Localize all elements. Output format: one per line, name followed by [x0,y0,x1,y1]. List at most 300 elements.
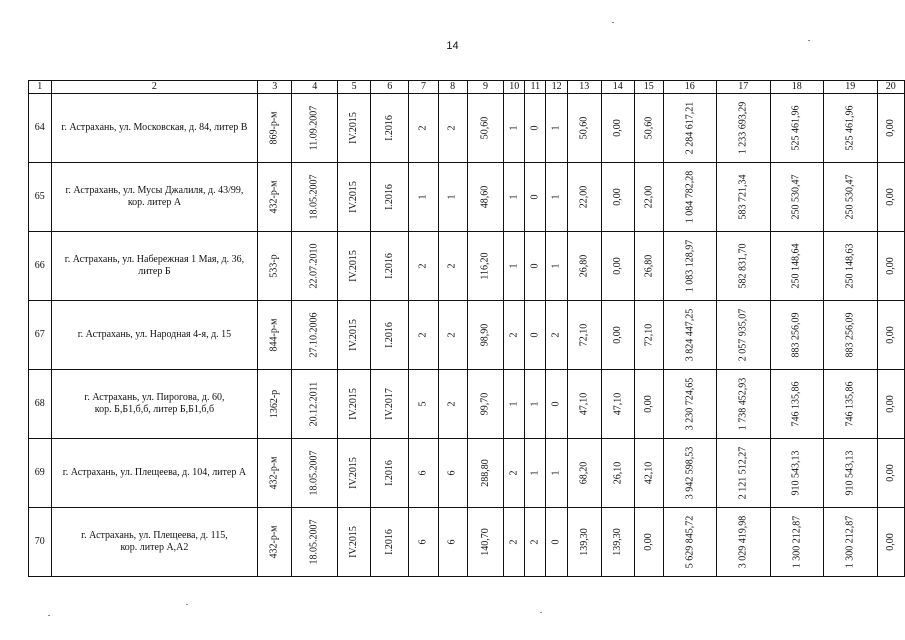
cell-value: 6 [417,539,429,545]
cell-c14 [601,439,635,508]
cell-c19 [824,232,878,301]
cell-value: 582 831,70 [737,243,749,289]
column-header: 1 [29,81,52,94]
cell-value: I.2016 [383,322,395,348]
cell-c13 [568,439,602,508]
cell-c17 [717,301,771,370]
cell-c8 [438,508,467,577]
address-line: г. Астрахань, ул. Плещеева, д. 115, [81,530,228,541]
cell-c15 [635,508,664,577]
cell-c17 [717,232,771,301]
cell-c7 [409,232,438,301]
row-number: 64 [29,94,52,163]
cell-c10 [504,439,525,508]
column-header: 5 [338,81,371,94]
cell-c15 [635,232,664,301]
cell-q2 [371,370,409,439]
address-cell [51,508,258,577]
cell-value: IV.2015 [348,112,360,144]
row-number: 66 [29,232,52,301]
cell-c20 [877,439,904,508]
column-header: 6 [371,81,409,94]
address-cell [51,301,258,370]
cell-c11 [525,301,546,370]
cell-c12 [546,94,568,163]
cell-c12 [546,370,568,439]
cell-c13 [568,94,602,163]
cell-value: 0,00 [884,395,896,413]
address-line: г. Астрахань, ул. Набережная 1 Мая, д. 36, [64,254,245,265]
cell-value: 3 029 419,98 [737,515,749,569]
column-header: 14 [601,81,635,94]
cell-value: 26,10 [611,461,623,485]
cell-value: 0 [529,332,541,338]
cell-c13 [568,370,602,439]
cell-c8 [438,439,467,508]
cell-c19 [824,94,878,163]
cell-value: 0,00 [884,533,896,551]
cell-c9 [467,508,504,577]
cell-value: 583 721,34 [737,174,749,220]
cell-c20 [877,232,904,301]
cell-value: 0,00 [642,533,654,551]
cell-q2 [371,508,409,577]
cell-value: 26,80 [642,254,654,278]
column-header: 3 [258,81,292,94]
cell-value: 11.09.2007 [308,105,320,151]
cell-q2 [371,439,409,508]
column-header: 11 [525,81,546,94]
cell-date [292,439,338,508]
cell-c8 [438,163,467,232]
row-number: 69 [29,439,52,508]
cell-q1 [338,163,371,232]
cell-value: 72,10 [578,323,590,347]
cell-q1 [338,94,371,163]
cell-value: IV.2015 [348,457,360,489]
cell-date [292,508,338,577]
cell-value: 1 [550,470,562,476]
cell-value: 0 [550,539,562,545]
cell-value: 42,10 [642,461,654,485]
column-number-row [29,81,905,94]
cell-value: 22,00 [642,185,654,209]
cell-c7 [409,508,438,577]
cell-value: 844-р-м [268,318,280,352]
cell-c11 [525,232,546,301]
cell-value: 0 [550,401,562,407]
cell-value: 3 942 598,53 [683,446,695,500]
table-row [29,232,905,301]
cell-q2 [371,163,409,232]
cell-value: 68,20 [578,461,590,485]
table-row [29,94,905,163]
address-line: г. Астрахань, ул. Московская, д. 84, литер В [61,122,248,133]
cell-doc [258,370,292,439]
cell-value: 5 629 845,72 [683,515,695,569]
cell-c8 [438,301,467,370]
row-number: 70 [29,508,52,577]
cell-value: 0,00 [884,257,896,275]
cell-c13 [568,163,602,232]
cell-doc [258,439,292,508]
cell-c19 [824,370,878,439]
cell-value: 1 [508,401,520,407]
cell-c20 [877,508,904,577]
address-line: г. Астрахань, ул. Народная 4-я, д. 15 [77,329,232,340]
cell-value: 20.12.2011 [308,381,320,427]
cell-value: 2 [446,125,458,131]
cell-c18 [770,163,824,232]
cell-c16 [663,508,717,577]
cell-value: 72,10 [642,323,654,347]
cell-value: 0 [529,194,541,200]
cell-value: I.2016 [383,184,395,210]
cell-c9 [467,370,504,439]
table-row [29,370,905,439]
cell-value: 139,30 [578,528,590,556]
cell-value: 2 [529,539,541,545]
cell-value: 1 [446,194,458,200]
cell-date [292,232,338,301]
cell-c14 [601,508,635,577]
cell-c9 [467,439,504,508]
cell-c20 [877,370,904,439]
cell-value: 869-р-м [268,111,280,145]
column-header: 19 [824,81,878,94]
cell-c12 [546,439,568,508]
cell-value: 0,00 [642,395,654,413]
cell-value: 883 256,09 [844,312,856,358]
cell-value: 1 [417,194,429,200]
cell-value: 1 [529,470,541,476]
cell-value: 432-р-м [268,525,280,559]
cell-value: 883 256,09 [790,312,802,358]
cell-value: IV.2015 [348,388,360,420]
cell-q1 [338,370,371,439]
column-header: 20 [877,81,904,94]
cell-value: 0,00 [884,119,896,137]
cell-c20 [877,94,904,163]
cell-c9 [467,94,504,163]
cell-c10 [504,301,525,370]
cell-value: 18.05.2007 [308,450,320,496]
address-line: г. Астрахань, ул. Плещеева, д. 104, литер А [62,467,247,478]
cell-value: 6 [446,539,458,545]
cell-value: 1 233 693,29 [737,101,749,155]
cell-c11 [525,163,546,232]
cell-c10 [504,232,525,301]
cell-doc [258,163,292,232]
cell-value: 1 [508,263,520,269]
cell-value: 1 300 212,87 [844,515,856,569]
cell-value: 432-р-м [268,180,280,214]
cell-value: I.2016 [383,529,395,555]
cell-c16 [663,301,717,370]
cell-value: 1 084 782,28 [683,170,695,224]
cell-value: 47,10 [578,392,590,416]
column-header: 7 [409,81,438,94]
cell-c8 [438,370,467,439]
cell-c16 [663,370,717,439]
cell-date [292,370,338,439]
table-row [29,163,905,232]
cell-value: 2 [417,263,429,269]
address-line: кор. литер А,А2 [120,542,189,553]
cell-q2 [371,232,409,301]
cell-value: 2 [508,539,520,545]
column-header: 2 [51,81,258,94]
cell-c18 [770,439,824,508]
column-header: 16 [663,81,717,94]
cell-value: 525 461,96 [844,105,856,151]
cell-c7 [409,439,438,508]
address-line: г. Астрахань, ул. Пирогова, д. 60, [84,392,225,403]
cell-c18 [770,94,824,163]
cell-value: 22.07.2010 [308,243,320,289]
cell-doc [258,232,292,301]
cell-c11 [525,370,546,439]
cell-value: 1362-р [268,389,280,419]
cell-c12 [546,508,568,577]
cell-value: 1 300 212,87 [790,515,802,569]
cell-value: 6 [446,470,458,476]
cell-c15 [635,163,664,232]
column-header: 15 [635,81,664,94]
cell-value: 0,00 [611,119,623,137]
cell-value: 0,00 [884,326,896,344]
cell-value: 1 083 128,97 [683,239,695,293]
cell-value: IV.2015 [348,319,360,351]
cell-c10 [504,163,525,232]
cell-value: 2 121 512,27 [737,446,749,500]
cell-value: 5 [417,401,429,407]
table-row [29,301,905,370]
cell-q1 [338,232,371,301]
cell-c13 [568,232,602,301]
cell-c14 [601,163,635,232]
cell-c8 [438,94,467,163]
cell-value: 910 543,13 [790,450,802,496]
cell-value: 18.05.2007 [308,174,320,220]
address-line: г. Астрахань, ул. Мусы Джалиля, д. 43/99, [65,185,244,196]
cell-value: 47,10 [611,392,623,416]
cell-value: 746 135,86 [790,381,802,427]
cell-value: 3 824 447,25 [683,308,695,362]
cell-value: 50,60 [642,116,654,140]
cell-c12 [546,163,568,232]
cell-c10 [504,370,525,439]
cell-doc [258,301,292,370]
cell-c17 [717,163,771,232]
cell-value: 99,70 [479,392,491,416]
cell-value: 50,60 [578,116,590,140]
column-header: 12 [546,81,568,94]
cell-value: 2 057 935,07 [737,308,749,362]
cell-date [292,301,338,370]
cell-c12 [546,301,568,370]
cell-value: 98,90 [479,323,491,347]
address-cell [51,370,258,439]
cell-value: 3 230 724,65 [683,377,695,431]
cell-q2 [371,94,409,163]
cell-c20 [877,163,904,232]
register-table [28,80,905,577]
cell-value: 2 [446,332,458,338]
cell-c16 [663,232,717,301]
row-number: 68 [29,370,52,439]
cell-c20 [877,301,904,370]
column-header: 18 [770,81,824,94]
cell-c18 [770,370,824,439]
cell-value: I.2016 [383,115,395,141]
cell-c19 [824,163,878,232]
row-number: 65 [29,163,52,232]
cell-value: 0,00 [611,326,623,344]
cell-c9 [467,163,504,232]
cell-c17 [717,370,771,439]
address-cell [51,232,258,301]
cell-doc [258,508,292,577]
address-cell [51,94,258,163]
cell-value: 533-р [268,254,280,278]
cell-value: 250 530,47 [844,174,856,220]
cell-doc [258,94,292,163]
cell-c7 [409,370,438,439]
cell-value: IV.2015 [348,250,360,282]
address-line: кор. Б,Б1,б,б, литер Б,Б1,б,б [94,404,215,415]
cell-value: IV.2017 [383,388,395,420]
cell-value: 116,20 [479,252,491,280]
cell-c19 [824,301,878,370]
cell-value: 2 [508,470,520,476]
cell-c11 [525,439,546,508]
cell-value: 6 [417,470,429,476]
cell-value: 2 [417,125,429,131]
cell-value: 0,00 [611,188,623,206]
cell-value: 48,60 [479,185,491,209]
column-header: 17 [717,81,771,94]
cell-value: 1 738 452,93 [737,377,749,431]
cell-c15 [635,301,664,370]
cell-value: 2 [446,401,458,407]
cell-c8 [438,232,467,301]
cell-c11 [525,94,546,163]
cell-value: 0,00 [884,188,896,206]
cell-value: 0,00 [611,257,623,275]
cell-value: 250 148,64 [790,243,802,289]
cell-c19 [824,508,878,577]
cell-c15 [635,94,664,163]
cell-value: 910 543,13 [844,450,856,496]
cell-c12 [546,232,568,301]
table-row [29,508,905,577]
cell-value: 1 [529,401,541,407]
cell-value: 432-р-м [268,456,280,490]
page-number: 14 [446,40,459,52]
cell-c17 [717,508,771,577]
cell-value: 27.10.2006 [308,312,320,358]
cell-c14 [601,232,635,301]
column-header: 10 [504,81,525,94]
cell-c16 [663,163,717,232]
cell-value: 746 135,86 [844,381,856,427]
cell-c16 [663,439,717,508]
cell-value: 2 [508,332,520,338]
column-header: 9 [467,81,504,94]
cell-value: 1 [550,125,562,131]
cell-c7 [409,301,438,370]
cell-q1 [338,508,371,577]
cell-value: 50,60 [479,116,491,140]
cell-c18 [770,508,824,577]
cell-value: 1 [508,194,520,200]
cell-c7 [409,94,438,163]
cell-c11 [525,508,546,577]
cell-q2 [371,301,409,370]
cell-value: I.2016 [383,253,395,279]
cell-c15 [635,370,664,439]
cell-value: 525 461,96 [790,105,802,151]
cell-value: 250 148,63 [844,243,856,289]
cell-date [292,163,338,232]
address-cell [51,163,258,232]
cell-c14 [601,301,635,370]
cell-c14 [601,370,635,439]
cell-value: 250 530,47 [790,174,802,220]
cell-value: 26,80 [578,254,590,278]
cell-c18 [770,232,824,301]
cell-value: 1 [508,125,520,131]
column-header: 13 [568,81,602,94]
cell-value: 18.05.2007 [308,519,320,565]
cell-q1 [338,301,371,370]
cell-c17 [717,94,771,163]
cell-c13 [568,301,602,370]
cell-c9 [467,301,504,370]
cell-c7 [409,163,438,232]
cell-c10 [504,94,525,163]
cell-date [292,94,338,163]
cell-c9 [467,232,504,301]
cell-c17 [717,439,771,508]
cell-value: 1 [550,263,562,269]
address-line: литер Б [138,266,171,277]
cell-value: 1 [550,194,562,200]
column-header: 8 [438,81,467,94]
cell-c19 [824,439,878,508]
cell-value: 0,00 [884,464,896,482]
cell-value: 2 284 617,21 [683,101,695,155]
cell-c16 [663,94,717,163]
row-number: 67 [29,301,52,370]
cell-value: 0 [529,125,541,131]
cell-value: 139,30 [611,528,623,556]
cell-value: 22,00 [578,185,590,209]
cell-value: 288,80 [479,459,491,487]
cell-value: 2 [550,332,562,338]
cell-value: 0 [529,263,541,269]
cell-c10 [504,508,525,577]
cell-value: I.2016 [383,460,395,486]
address-line: кор. литер А [127,197,182,208]
cell-q1 [338,439,371,508]
cell-c15 [635,439,664,508]
cell-value: IV.2015 [348,181,360,213]
cell-value: 2 [446,263,458,269]
address-cell [51,439,258,508]
cell-value: 140,70 [479,528,491,556]
